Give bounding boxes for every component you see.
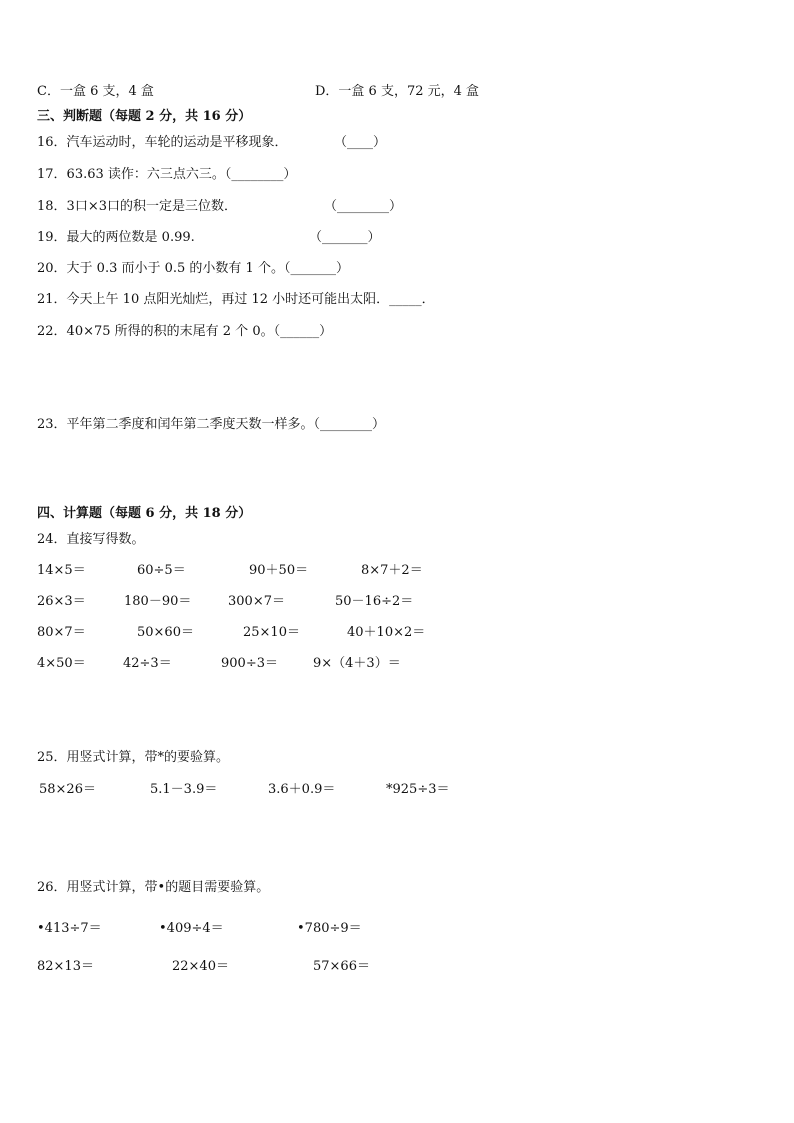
q24-cell: 80×7＝ (37, 625, 86, 640)
question-17: 17．63.63 读作：六三点六三。（________） (37, 167, 297, 182)
q26-item: •413÷7＝ (37, 921, 102, 936)
q25-item: *925÷3＝ (386, 782, 450, 797)
q24-cell: 26×3＝ (37, 594, 86, 609)
q24-cell: 4×50＝ (37, 656, 86, 671)
q24-cell: 300×7＝ (228, 594, 285, 609)
q24-cell: 14×5＝ (37, 563, 86, 578)
q25-item: 3.6＋0.9＝ (268, 782, 336, 797)
question-19-blank: （_______） (309, 230, 381, 245)
q26-item: •780÷9＝ (297, 921, 362, 936)
question-23: 23．平年第二季度和闰年第二季度天数一样多。（________） (37, 417, 386, 432)
question-16-blank: （____） (334, 135, 387, 150)
question-22: 22．40×75 所得的积的末尾有 2 个 0。（______） (37, 324, 333, 339)
q24-cell: 90＋50＝ (249, 563, 309, 578)
q24-cell: 60÷5＝ (137, 563, 186, 578)
question-25: 25．用竖式计算，带*的要验算。 (37, 750, 230, 765)
q24-cell: 40＋10×2＝ (347, 625, 426, 640)
q24-cell: 180－90＝ (124, 594, 192, 609)
q24-cell: 900÷3＝ (221, 656, 278, 671)
q26-item: •409÷4＝ (159, 921, 224, 936)
section4-heading: 四、计算题（每题 6 分，共 18 分） (37, 506, 252, 521)
q25-item: 5.1－3.9＝ (150, 782, 218, 797)
q26-item: 22×40＝ (172, 959, 229, 974)
section3-heading: 三、判断题（每题 2 分，共 16 分） (37, 109, 252, 124)
q24-cell: 25×10＝ (243, 625, 300, 640)
question-19: 19．最大的两位数是 0.99. (37, 230, 195, 245)
question-26: 26．用竖式计算，带•的题目需要验算。 (37, 880, 270, 895)
question-18-blank: （________） (324, 199, 403, 214)
q24-cell: 50×60＝ (137, 625, 194, 640)
q24-cell: 8×7＋2＝ (361, 563, 423, 578)
question-20: 20．大于 0.3 而小于 0.5 的小数有 1 个。（_______） (37, 261, 349, 276)
q24-cell: 9×（4＋3）＝ (313, 656, 401, 671)
option-c: C．一盒 6 支，4 盒 (37, 84, 154, 99)
question-21: 21．今天上午 10 点阳光灿烂，再过 12 小时还可能出太阳．_____． (37, 292, 435, 307)
q26-item: 82×13＝ (37, 959, 94, 974)
question-18: 18．3口×3口的积一定是三位数． (37, 199, 237, 214)
q26-item: 57×66＝ (313, 959, 370, 974)
question-24: 24．直接写得数。 (37, 532, 145, 547)
question-16: 16．汽车运动时，车轮的运动是平移现象． (37, 135, 288, 150)
q24-cell: 50－16÷2＝ (335, 594, 414, 609)
option-d: D．一盒 6 支，72 元，4 盒 (315, 84, 480, 99)
q24-cell: 42÷3＝ (123, 656, 172, 671)
q25-item: 58×26＝ (39, 782, 96, 797)
